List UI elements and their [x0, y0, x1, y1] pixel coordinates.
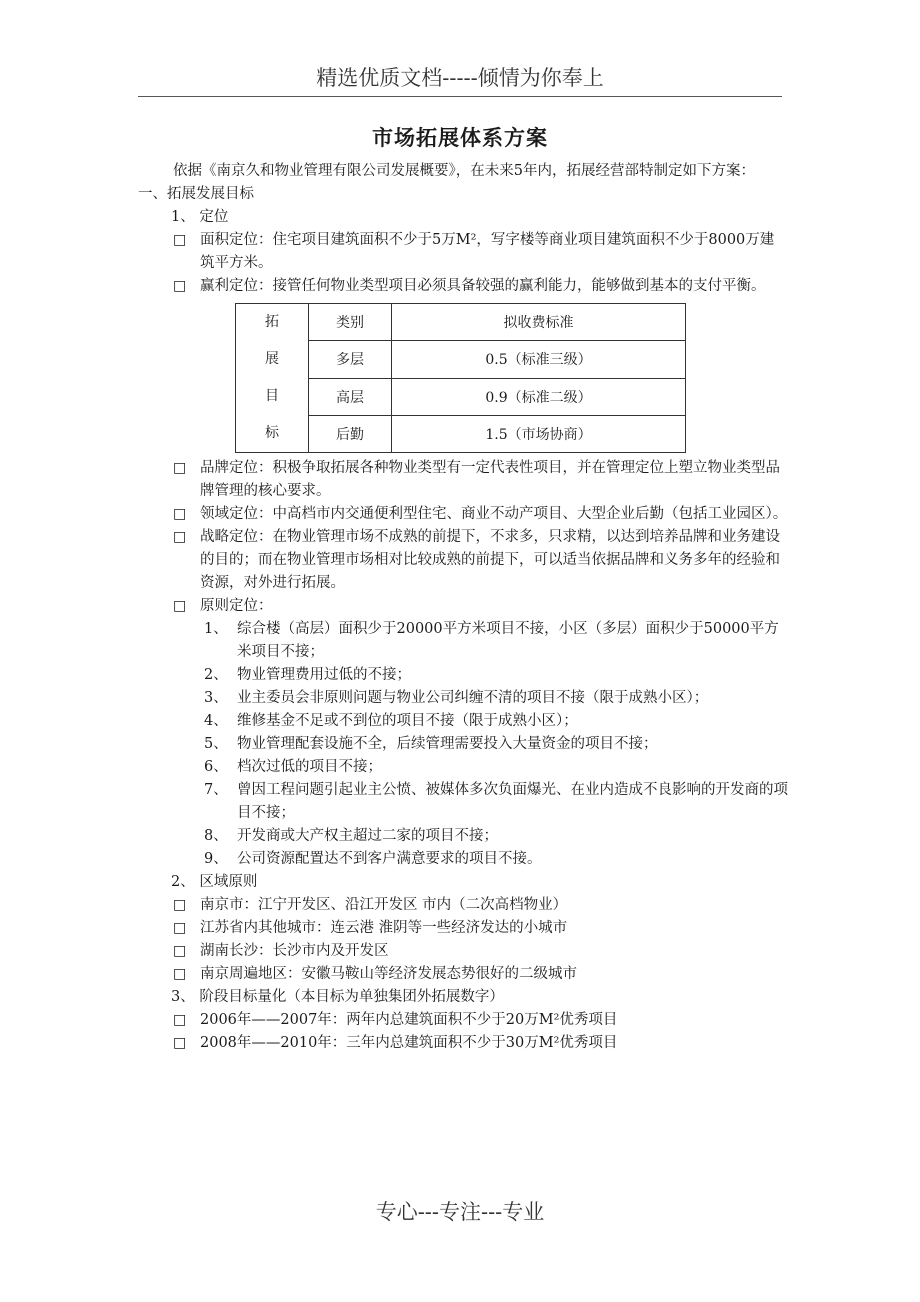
item-text: 综合楼（高层）面积少于20000平方米项目不接，小区（多层）面积少于50000平方米项目不接；	[237, 621, 779, 660]
bullet-region	[138, 917, 788, 940]
bullet-stage	[138, 1009, 788, 1032]
item-text: 物业管理费用过低的不接；	[237, 667, 411, 683]
bullet-strategy-position	[138, 526, 788, 595]
column-header-fee-standard: 拟收费标准	[392, 304, 686, 341]
bullet-region	[138, 963, 788, 986]
checkbox-icon: □	[173, 506, 187, 522]
bullet-text: 赢利定位：接管任何物业类型项目必须具备较强的赢利能力，能够做到基本的支付平衡。	[200, 278, 766, 294]
column-header-category: 类别	[309, 304, 392, 341]
principle-item	[138, 779, 788, 825]
checkbox-icon: □	[173, 598, 187, 614]
bullet-text: 面积定位：住宅项目建筑面积不少于5万M²，写字楼等商业项目建筑面积不少于8000万建筑平方米。	[200, 232, 775, 271]
subsection-heading: 2、 区域原则	[171, 874, 258, 890]
bullet-text: 品牌定位：积极争取拓展各种物业类型有一定代表性项目，并在管理定位上塑立物业类型品牌管理的核心要求。	[200, 460, 780, 499]
table-side-label	[236, 304, 309, 453]
bullet-region	[138, 894, 788, 917]
principle-item	[138, 733, 788, 756]
principle-item	[138, 848, 788, 871]
checkbox-icon: □	[173, 897, 187, 913]
bullet-brand-position	[138, 457, 788, 503]
item-text: 公司资源配置达不到客户满意要求的项目不接。	[237, 851, 542, 867]
checkbox-icon: □	[173, 529, 187, 545]
bullet-principle-position	[138, 595, 788, 618]
principle-item	[138, 687, 788, 710]
checkbox-icon: □	[173, 920, 187, 936]
bullet-text: 2006年——2007年：两年内总建筑面积不少于20万M²优秀项目	[200, 1012, 618, 1028]
bullet-text: 领域定位：中高档市内交通便利型住宅、商业不动产项目、大型企业后勤（包括工业园区）。	[200, 506, 788, 522]
checkbox-icon: □	[173, 1035, 187, 1051]
item-number: 2、	[204, 667, 228, 683]
bullet-text: 2008年——2010年：三年内总建筑面积不少于30万M²优秀项目	[200, 1035, 618, 1051]
intro-paragraph: 依据《南京久和物业管理有限公司发展概要》，在未来5年内，拓展经营部特制定如下方案：	[173, 163, 755, 179]
item-text: 档次过低的项目不接；	[237, 759, 382, 775]
bullet-field-position	[138, 503, 788, 526]
section-heading: 一、拓展发展目标	[138, 186, 254, 202]
bullet-text: 战略定位：在物业管理市场不成熟的前提下，不求多，只求精，以达到培养品牌和业务建设的目的；而在物业管理市场相对比较成熟的前提下，可以适当依据品牌和义务多年的经验和资源，对外进行拓展。	[200, 529, 780, 591]
item-number: 6、	[204, 759, 228, 775]
bullet-text: 湖南长沙：长沙市内及开发区	[200, 943, 389, 959]
header-divider	[138, 96, 782, 97]
item-text: 物业管理配套设施不全，后续管理需要投入大量资金的项目不接；	[237, 736, 658, 752]
bullet-text: 南京市：江宁开发区、沿江开发区 市内（二次高档物业）	[200, 897, 568, 913]
side-char: 拓	[265, 314, 279, 330]
item-text: 业主委员会非原则问题与物业公司纠缠不清的项目不接（限于成熟小区）；	[237, 690, 709, 706]
item-number: 5、	[204, 736, 228, 752]
bullet-text: 原则定位：	[200, 598, 273, 614]
item-number: 7、	[204, 782, 228, 798]
bullet-profit-position	[138, 275, 788, 298]
document-body	[138, 160, 788, 1055]
side-char: 展	[265, 351, 279, 367]
checkbox-icon: □	[173, 232, 187, 248]
item-text: 开发商或大产权主超过二家的项目不接；	[237, 828, 498, 844]
cell-fee-standard: 0.5（标准三级）	[392, 341, 686, 378]
bullet-region	[138, 940, 788, 963]
principle-item	[138, 618, 788, 664]
checkbox-icon: □	[173, 1012, 187, 1028]
principle-item	[138, 825, 788, 848]
item-number: 8、	[204, 828, 228, 844]
page-header: 精选优质文档-----倾情为你奉上	[316, 66, 604, 90]
item-text: 维修基金不足或不到位的项目不接（限于成熟小区）；	[237, 713, 578, 729]
cell-category: 后勤	[309, 415, 392, 452]
item-number: 9、	[204, 851, 228, 867]
item-text: 曾因工程问题引起业主公愤、被媒体多次负面爆光、在业内造成不良影响的开发商的项目不接；	[237, 782, 788, 821]
cell-fee-standard: 0.9（标准二级）	[392, 378, 686, 415]
bullet-stage	[138, 1032, 788, 1055]
principle-item	[138, 664, 788, 687]
checkbox-icon: □	[173, 966, 187, 982]
side-char: 目	[265, 388, 279, 404]
cell-category: 多层	[309, 341, 392, 378]
checkbox-icon: □	[173, 460, 187, 476]
item-number: 3、	[204, 690, 228, 706]
principle-item	[138, 756, 788, 779]
principle-item	[138, 710, 788, 733]
side-char: 标	[265, 425, 279, 441]
bullet-text: 江苏省内其他城市：连云港 淮阴等一些经济发达的小城市	[200, 920, 568, 936]
page-footer: 专心---专注---专业	[375, 1200, 545, 1224]
cell-category: 高层	[309, 378, 392, 415]
cell-fee-standard: 1.5（市场协商）	[392, 415, 686, 452]
document-title: 市场拓展体系方案	[372, 125, 548, 150]
fee-standard-table	[235, 303, 686, 453]
bullet-area-position	[138, 229, 788, 275]
item-number: 4、	[204, 713, 228, 729]
subsection-heading: 1、 定位	[171, 209, 229, 225]
bullet-text: 南京周遍地区：安徽马鞍山等经济发展态势很好的二级城市	[200, 966, 577, 982]
checkbox-icon: □	[173, 278, 187, 294]
checkbox-icon: □	[173, 943, 187, 959]
subsection-heading: 3、 阶段目标量化（本目标为单独集团外拓展数字）	[171, 989, 504, 1005]
item-number: 1、	[204, 621, 228, 637]
